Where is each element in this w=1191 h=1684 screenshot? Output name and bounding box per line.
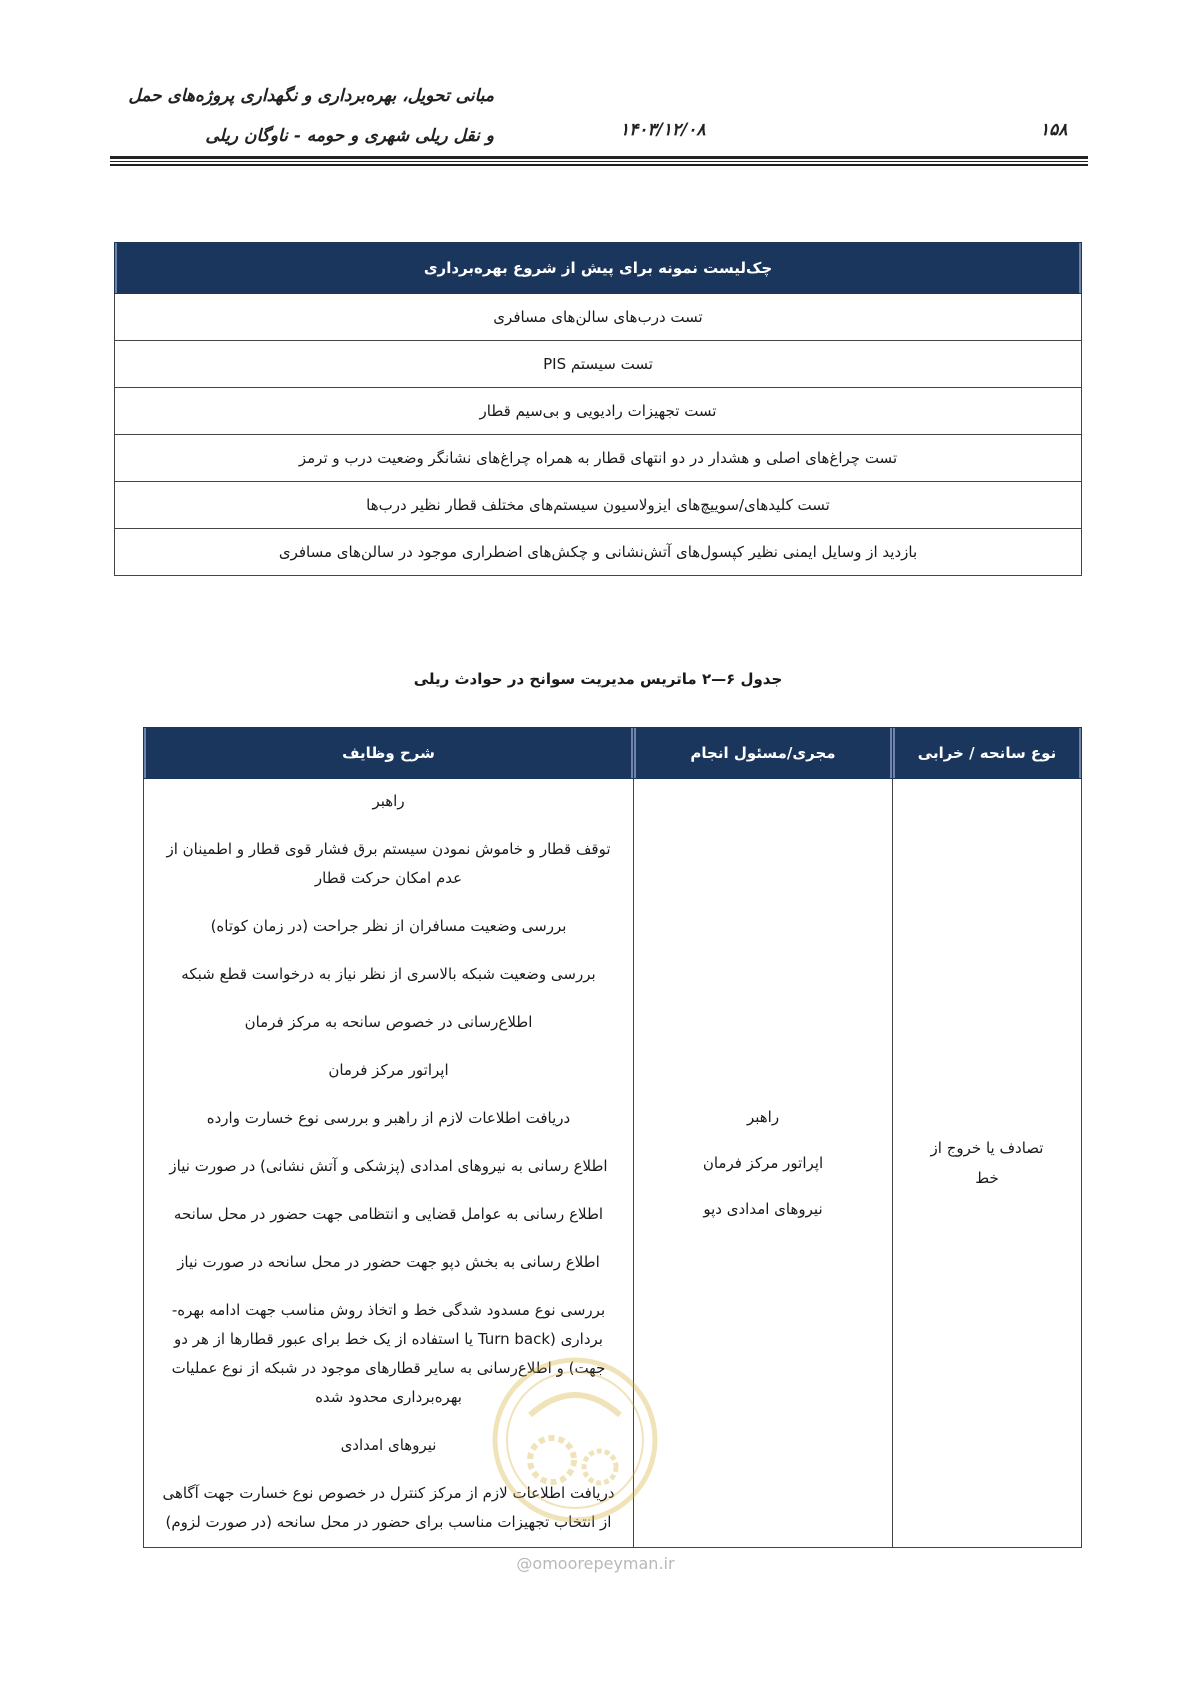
table-row bbox=[115, 482, 1082, 529]
duty-item: اطلاع‌رسانی در خصوص سانحه به مرکز فرمان bbox=[244, 1013, 533, 1031]
duty-item: توقف قطار و خاموش نمودن سیستم برق فشار قوی قطار و اطمینان از عدم امکان حرکت قطار bbox=[166, 840, 611, 887]
duty-item: نیروهای امدادی bbox=[340, 1436, 437, 1454]
duty-item: دریافت اطلاعات لازم از راهبر و بررسی نوع خسارت وارده bbox=[206, 1109, 571, 1127]
page-number: ۱۵۸ bbox=[1040, 120, 1068, 140]
header-rule-thin-2 bbox=[110, 164, 1088, 166]
header-date: ۱۴۰۳/۱۲/۰۸ bbox=[620, 120, 706, 140]
checklist-table bbox=[114, 242, 1082, 576]
executor-item: اپراتور مرکز فرمان bbox=[702, 1154, 824, 1172]
watermark-seal-icon bbox=[490, 1355, 660, 1525]
checklist-item: تست تجهیزات رادیویی و بی‌سیم قطار bbox=[115, 388, 1082, 435]
table-row bbox=[115, 388, 1082, 435]
duty-item: اطلاع رسانی به بخش دپو جهت حضور در محل سانحه در صورت نیاز bbox=[177, 1253, 600, 1271]
duty-item: بررسی وضعیت مسافران از نظر جراحت (در زمان کوتاه) bbox=[210, 917, 567, 935]
watermark-url: @omoorepeyman.ir bbox=[516, 1554, 675, 1573]
header-duties: شرح وظایف bbox=[144, 728, 634, 779]
table-row bbox=[115, 435, 1082, 482]
duty-item: دریافت اطلاعات لازم از مرکز کنترل در خصوص نوع خسارت جهت آگاهی از انتخاب تجهیزات مناسب برای حضور در محل سانحه (در صورت لزوم) bbox=[162, 1484, 615, 1531]
header-rule-thin bbox=[110, 161, 1088, 162]
incident-type-cell bbox=[893, 779, 1082, 1548]
executor-cell bbox=[634, 779, 893, 1548]
duty-item: اطلاع رسانی به نیروهای امدادی (پزشکی و آتش نشانی) در صورت نیاز bbox=[169, 1157, 608, 1175]
header-title-line2: و نقل ریلی شهری و حومه - ناوگان ریلی bbox=[205, 126, 494, 146]
checklist-item: تست چراغ‌های اصلی و هشدار در دو انتهای قطار به همراه چراغ‌های نشانگر وضعیت درب و ترمز bbox=[115, 435, 1082, 482]
header-executor: مجری/مسئول انجام bbox=[634, 728, 893, 779]
duty-item: بررسی وضعیت شبکه بالاسری از نظر نیاز به درخواست قطع شبکه bbox=[181, 965, 596, 983]
table-row bbox=[115, 341, 1082, 388]
checklist-title: چک‌لیست نمونه برای پیش از شروع بهره‌برداری bbox=[115, 243, 1082, 294]
incident-type-line1: تصادف یا خروج از bbox=[930, 1139, 1044, 1157]
table-caption: جدول ۶—۲ ماتریس مدیریت سوانح در حوادث ریلی bbox=[413, 670, 783, 688]
checklist-item: تست کلیدهای/سوییچ‌های ایزولاسیون سیستم‌های مختلف قطار نظیر درب‌ها bbox=[115, 482, 1082, 529]
duty-item: بررسی نوع مسدود شدگی خط و اتخاذ روش مناسب جهت ادامه بهره-برداری (Turn back یا استفاده از یک خط برای عبور قطارها از هر دو جهت) و اطلاع‌رسانی به سایر قطارهای موجود در شبکه از نوع عملیات بهره‌برداری محدود شده bbox=[171, 1301, 606, 1406]
executor-item: راهبر bbox=[746, 1108, 780, 1126]
table-row bbox=[115, 294, 1082, 341]
checklist-item: بازدید از وسایل ایمنی نظیر کپسول‌های آتش‌نشانی و چکش‌های اضطراری موجود در سالن‌های مسافری bbox=[115, 529, 1082, 576]
header-title-line1: مبانی تحویل، بهره‌برداری و نگهداری پروژه‌های حمل bbox=[128, 86, 494, 106]
duty-item: اپراتور مرکز فرمان bbox=[328, 1061, 449, 1079]
header-rule-thick bbox=[110, 156, 1088, 159]
checklist-item: تست درب‌های سالن‌های مسافری bbox=[115, 294, 1082, 341]
incident-type-line2: خط bbox=[975, 1169, 999, 1187]
duty-item: اطلاع رسانی به عوامل قضایی و انتظامی جهت حضور در محل سانحه bbox=[173, 1205, 604, 1223]
executor-item: نیروهای امدادی دپو bbox=[703, 1200, 823, 1218]
duty-item: راهبر bbox=[372, 792, 405, 810]
table-row bbox=[115, 529, 1082, 576]
checklist-item: تست سیستم PIS bbox=[115, 341, 1082, 388]
header-type: نوع سانحه / خرابی bbox=[893, 728, 1082, 779]
